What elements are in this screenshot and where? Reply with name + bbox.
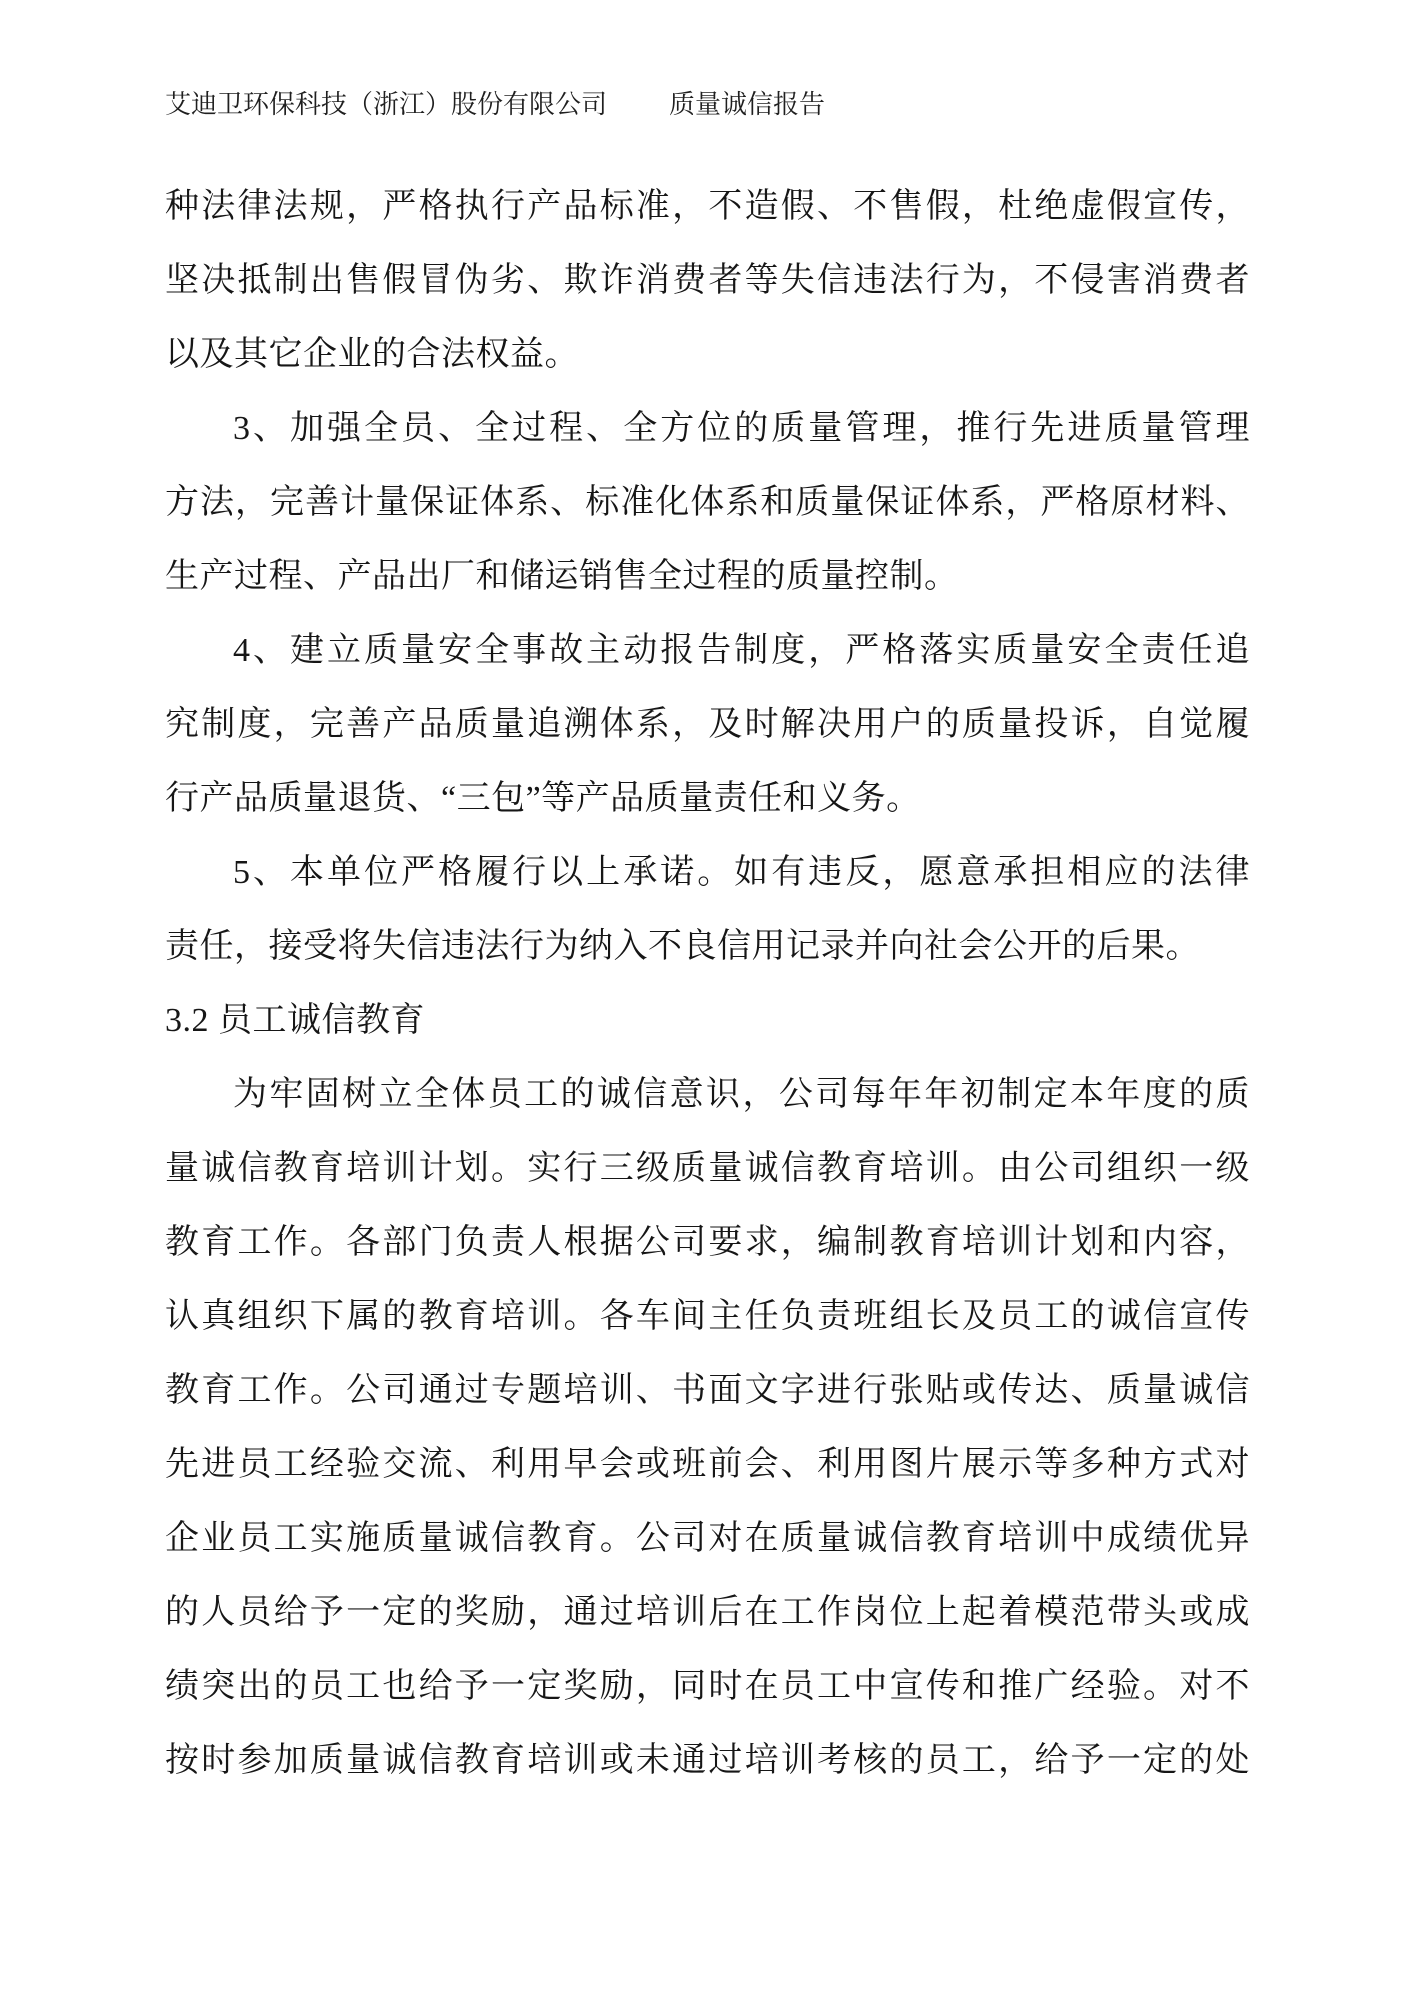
text-line: 5、本单位严格履行以上承诺。如有违反，愿意承担相应的法律 bbox=[233, 854, 1250, 891]
text-line: 量诚信教育培训计划。实行三级质量诚信教育培训。由公司组织一级 bbox=[165, 1150, 1250, 1187]
text-line: 责任，接受将失信违法行为纳入不良信用记录并向社会公开的后果。 bbox=[165, 928, 1200, 965]
section-heading: 3.2 员工诚信教育 bbox=[165, 1002, 425, 1039]
text-line: 种法律法规，严格执行产品标准，不造假、不售假，杜绝虚假宣传， bbox=[165, 188, 1250, 225]
text-line: 生产过程、产品出厂和储运销售全过程的质量控制。 bbox=[165, 558, 959, 595]
text-line: 的人员给予一定的奖励，通过培训后在工作岗位上起着模范带头或成 bbox=[165, 1594, 1250, 1631]
text-line: 绩突出的员工也给予一定奖励，同时在员工中宣传和推广经验。对不 bbox=[165, 1668, 1250, 1705]
header-report-title: 质量诚信报告 bbox=[669, 90, 826, 119]
text-line: 行产品质量退货、“三包”等产品质量责任和义务。 bbox=[165, 780, 921, 817]
text-line: 坚决抵制出售假冒伪劣、欺诈消费者等失信违法行为，不侵害消费者 bbox=[165, 262, 1250, 299]
text-line: 4、建立质量安全事故主动报告制度，严格落实质量安全责任追 bbox=[233, 632, 1250, 669]
text-line: 教育工作。各部门负责人根据公司要求，编制教育培训计划和内容， bbox=[165, 1224, 1250, 1261]
header-company-name: 艾迪卫环保科技（浙江）股份有限公司 bbox=[165, 90, 608, 119]
text-line: 企业员工实施质量诚信教育。公司对在质量诚信教育培训中成绩优异 bbox=[165, 1520, 1250, 1557]
text-line: 为牢固树立全体员工的诚信意识，公司每年年初制定本年度的质 bbox=[233, 1076, 1250, 1113]
text-line: 3、加强全员、全过程、全方位的质量管理，推行先进质量管理 bbox=[233, 410, 1250, 447]
text-line: 究制度，完善产品质量追溯体系，及时解决用户的质量投诉，自觉履 bbox=[165, 706, 1250, 743]
text-line: 以及其它企业的合法权益。 bbox=[165, 336, 579, 373]
text-line: 按时参加质量诚信教育培训或未通过培训考核的员工，给予一定的处 bbox=[165, 1742, 1250, 1779]
page-header bbox=[165, 85, 1250, 125]
text-line: 方法，完善计量保证体系、标准化体系和质量保证体系，严格原材料、 bbox=[165, 484, 1250, 521]
text-line: 教育工作。公司通过专题培训、书面文字进行张贴或传达、质量诚信 bbox=[165, 1372, 1250, 1409]
text-line: 认真组织下属的教育培训。各车间主任负责班组长及员工的诚信宣传 bbox=[165, 1298, 1250, 1335]
text-line: 先进员工经验交流、利用早会或班前会、利用图片展示等多种方式对 bbox=[165, 1446, 1250, 1483]
document-body bbox=[165, 170, 1250, 1798]
